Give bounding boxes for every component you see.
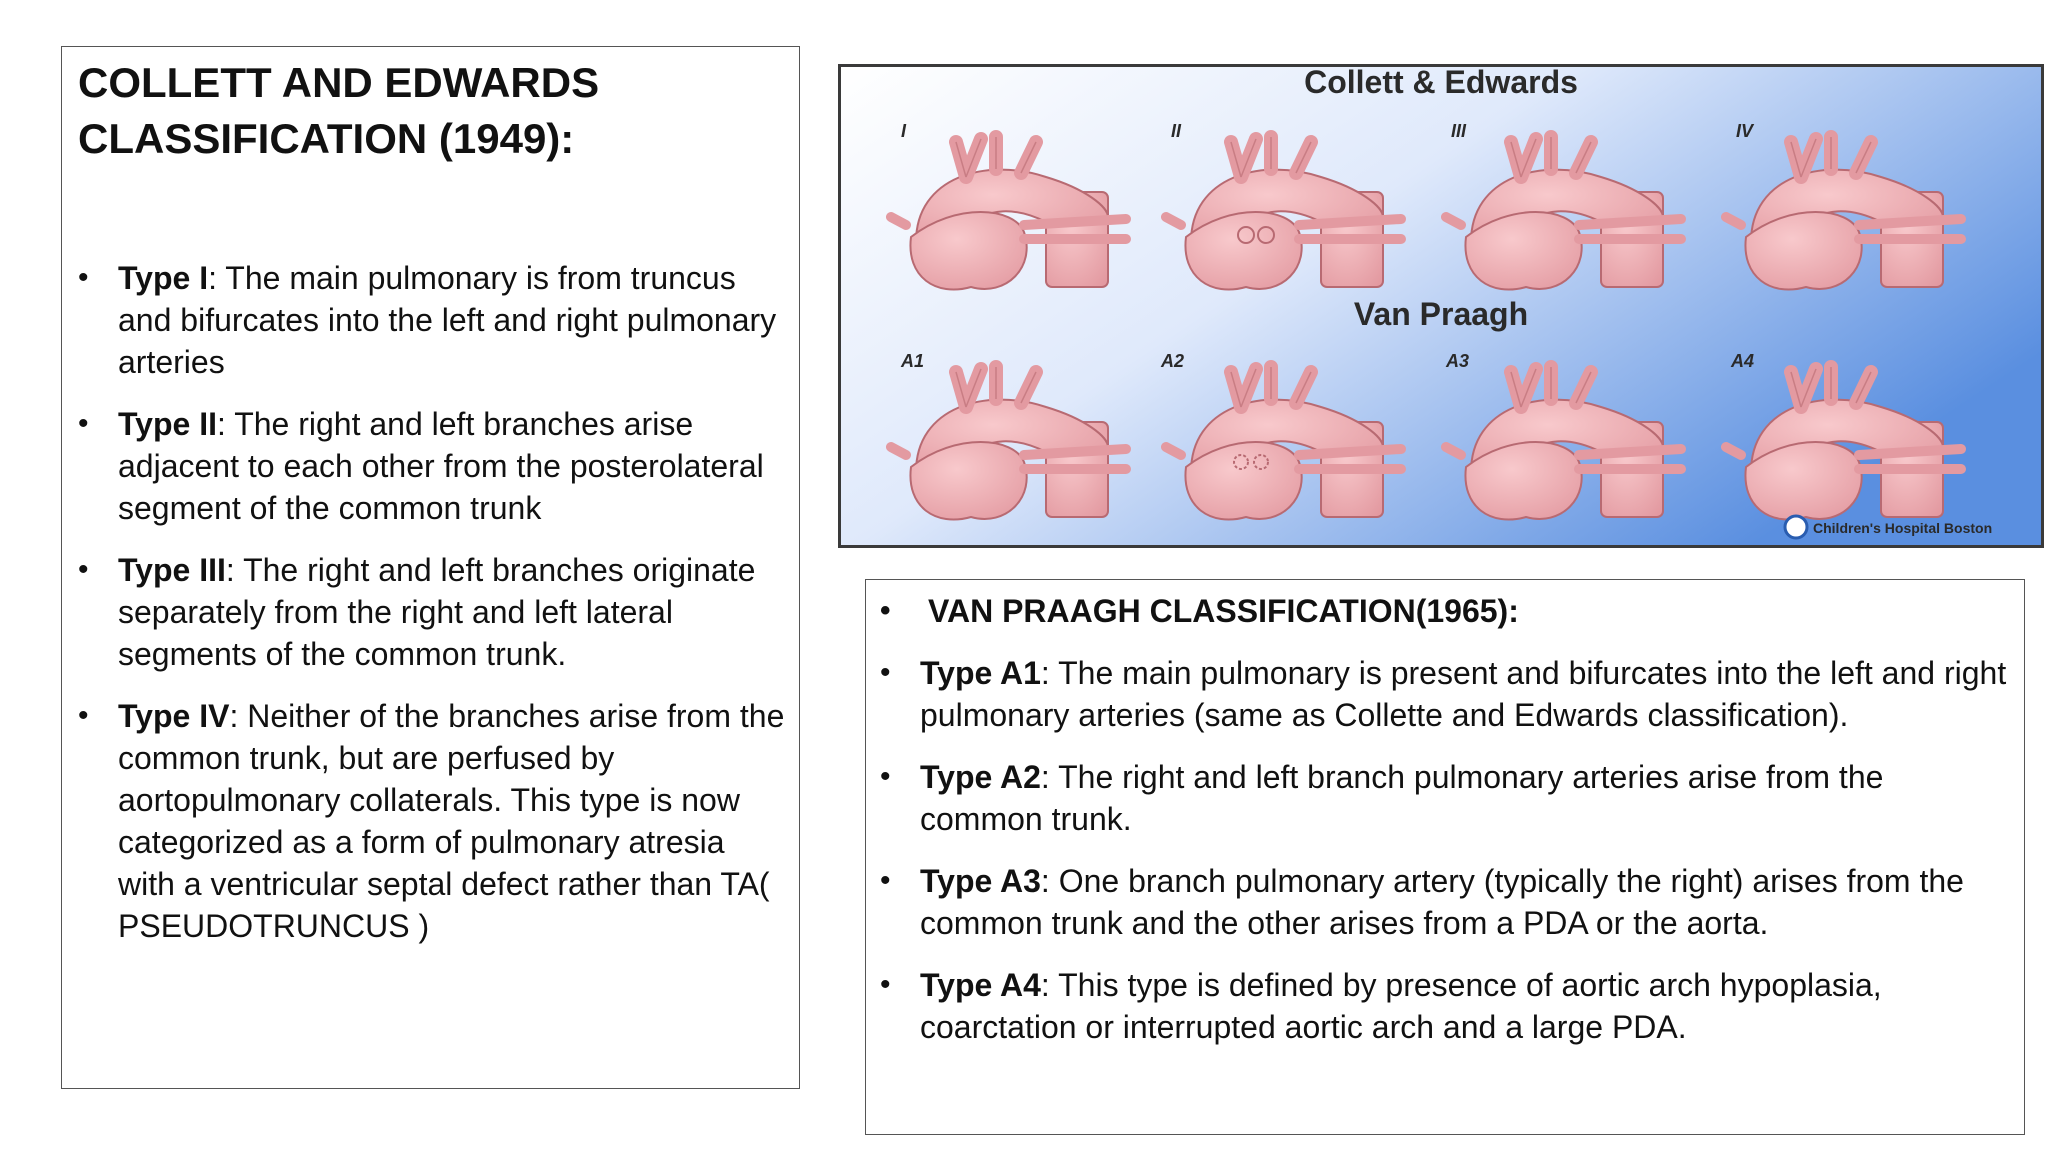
type-description: : The main pulmonary is from truncus and bifurcates into the left and right pulmonary arteries — [118, 260, 777, 380]
type-label: Type I — [118, 260, 209, 296]
type-description: : The right and left branches arise adjacent to each other from the posterolateral segment of the common trunk — [118, 406, 764, 526]
list-item — [880, 860, 2010, 944]
list-item — [880, 652, 2010, 736]
diagram-label-III: III — [1451, 121, 1467, 141]
diagram-title-vanpraagh: Van Praagh — [1353, 296, 1529, 332]
diagram-label-A2: A2 — [1161, 351, 1185, 371]
type-description: : This type is defined by presence of aortic arch hypoplasia, coarctation or interrupted aortic arch and a large PDA. — [920, 967, 1882, 1045]
list-item — [880, 756, 2010, 840]
list-item — [78, 403, 785, 529]
diagram-label-IV: IV — [1736, 121, 1754, 141]
type-label: Type A4 — [920, 967, 1041, 1003]
diagram-label-I: I — [901, 121, 907, 141]
list-item — [78, 257, 785, 383]
diagram-label-A1: A1 — [901, 351, 925, 371]
type-label: Type A1 — [920, 655, 1041, 691]
truncus-classification-diagram — [838, 64, 2044, 548]
diagram-label-II: II — [1171, 121, 1182, 141]
type-description: : The main pulmonary is present and bifurcates into the left and right pulmonary arteries (same as Collette and Edwards classification). — [920, 655, 2007, 733]
diagram-label-A3: A3 — [1446, 351, 1470, 371]
type-label: Type A3 — [920, 863, 1041, 899]
type-description: : The right and left branch pulmonary arteries arise from the common trunk. — [920, 759, 1884, 837]
type-label: Type III — [118, 552, 226, 588]
type-description: : The right and left branches originate separately from the right and left lateral segments of the common trunk. — [118, 552, 756, 672]
type-description: : One branch pulmonary artery (typically the right) arises from the common trunk and the other arises from a PDA or the aorta. — [920, 863, 1964, 941]
type-label: Type A2 — [920, 759, 1041, 795]
hospital-logo-icon — [1785, 516, 1807, 538]
list-item — [880, 964, 2010, 1048]
collett-edwards-box — [61, 46, 800, 1089]
diagram-credit: Children's Hospital Boston — [1813, 520, 1993, 536]
van-praagh-list — [880, 590, 2010, 1048]
type-label: Type IV — [118, 698, 230, 734]
list-item — [78, 549, 785, 675]
collett-edwards-heading: COLLETT AND EDWARDS CLASSIFICATION (1949): — [78, 59, 600, 162]
diagram-label-A4: A4 — [1731, 351, 1755, 371]
collett-edwards-list — [78, 257, 785, 947]
van-praagh-box — [865, 579, 2025, 1135]
van-praagh-heading: • VAN PRAAGH CLASSIFICATION(1965): — [880, 590, 2010, 632]
type-label: Type II — [118, 406, 217, 442]
type-description: : Neither of the branches arise from the common trunk, but are perfused by aortopulmonary collaterals. This type is now categorized as a form of pulmonary atresia with a ventricular septal defect rather than TA( PSEUDOTRUNCUS ) — [118, 698, 785, 944]
list-item — [78, 695, 785, 947]
diagram-title-collett: Collett & Edwards — [1304, 67, 1578, 100]
